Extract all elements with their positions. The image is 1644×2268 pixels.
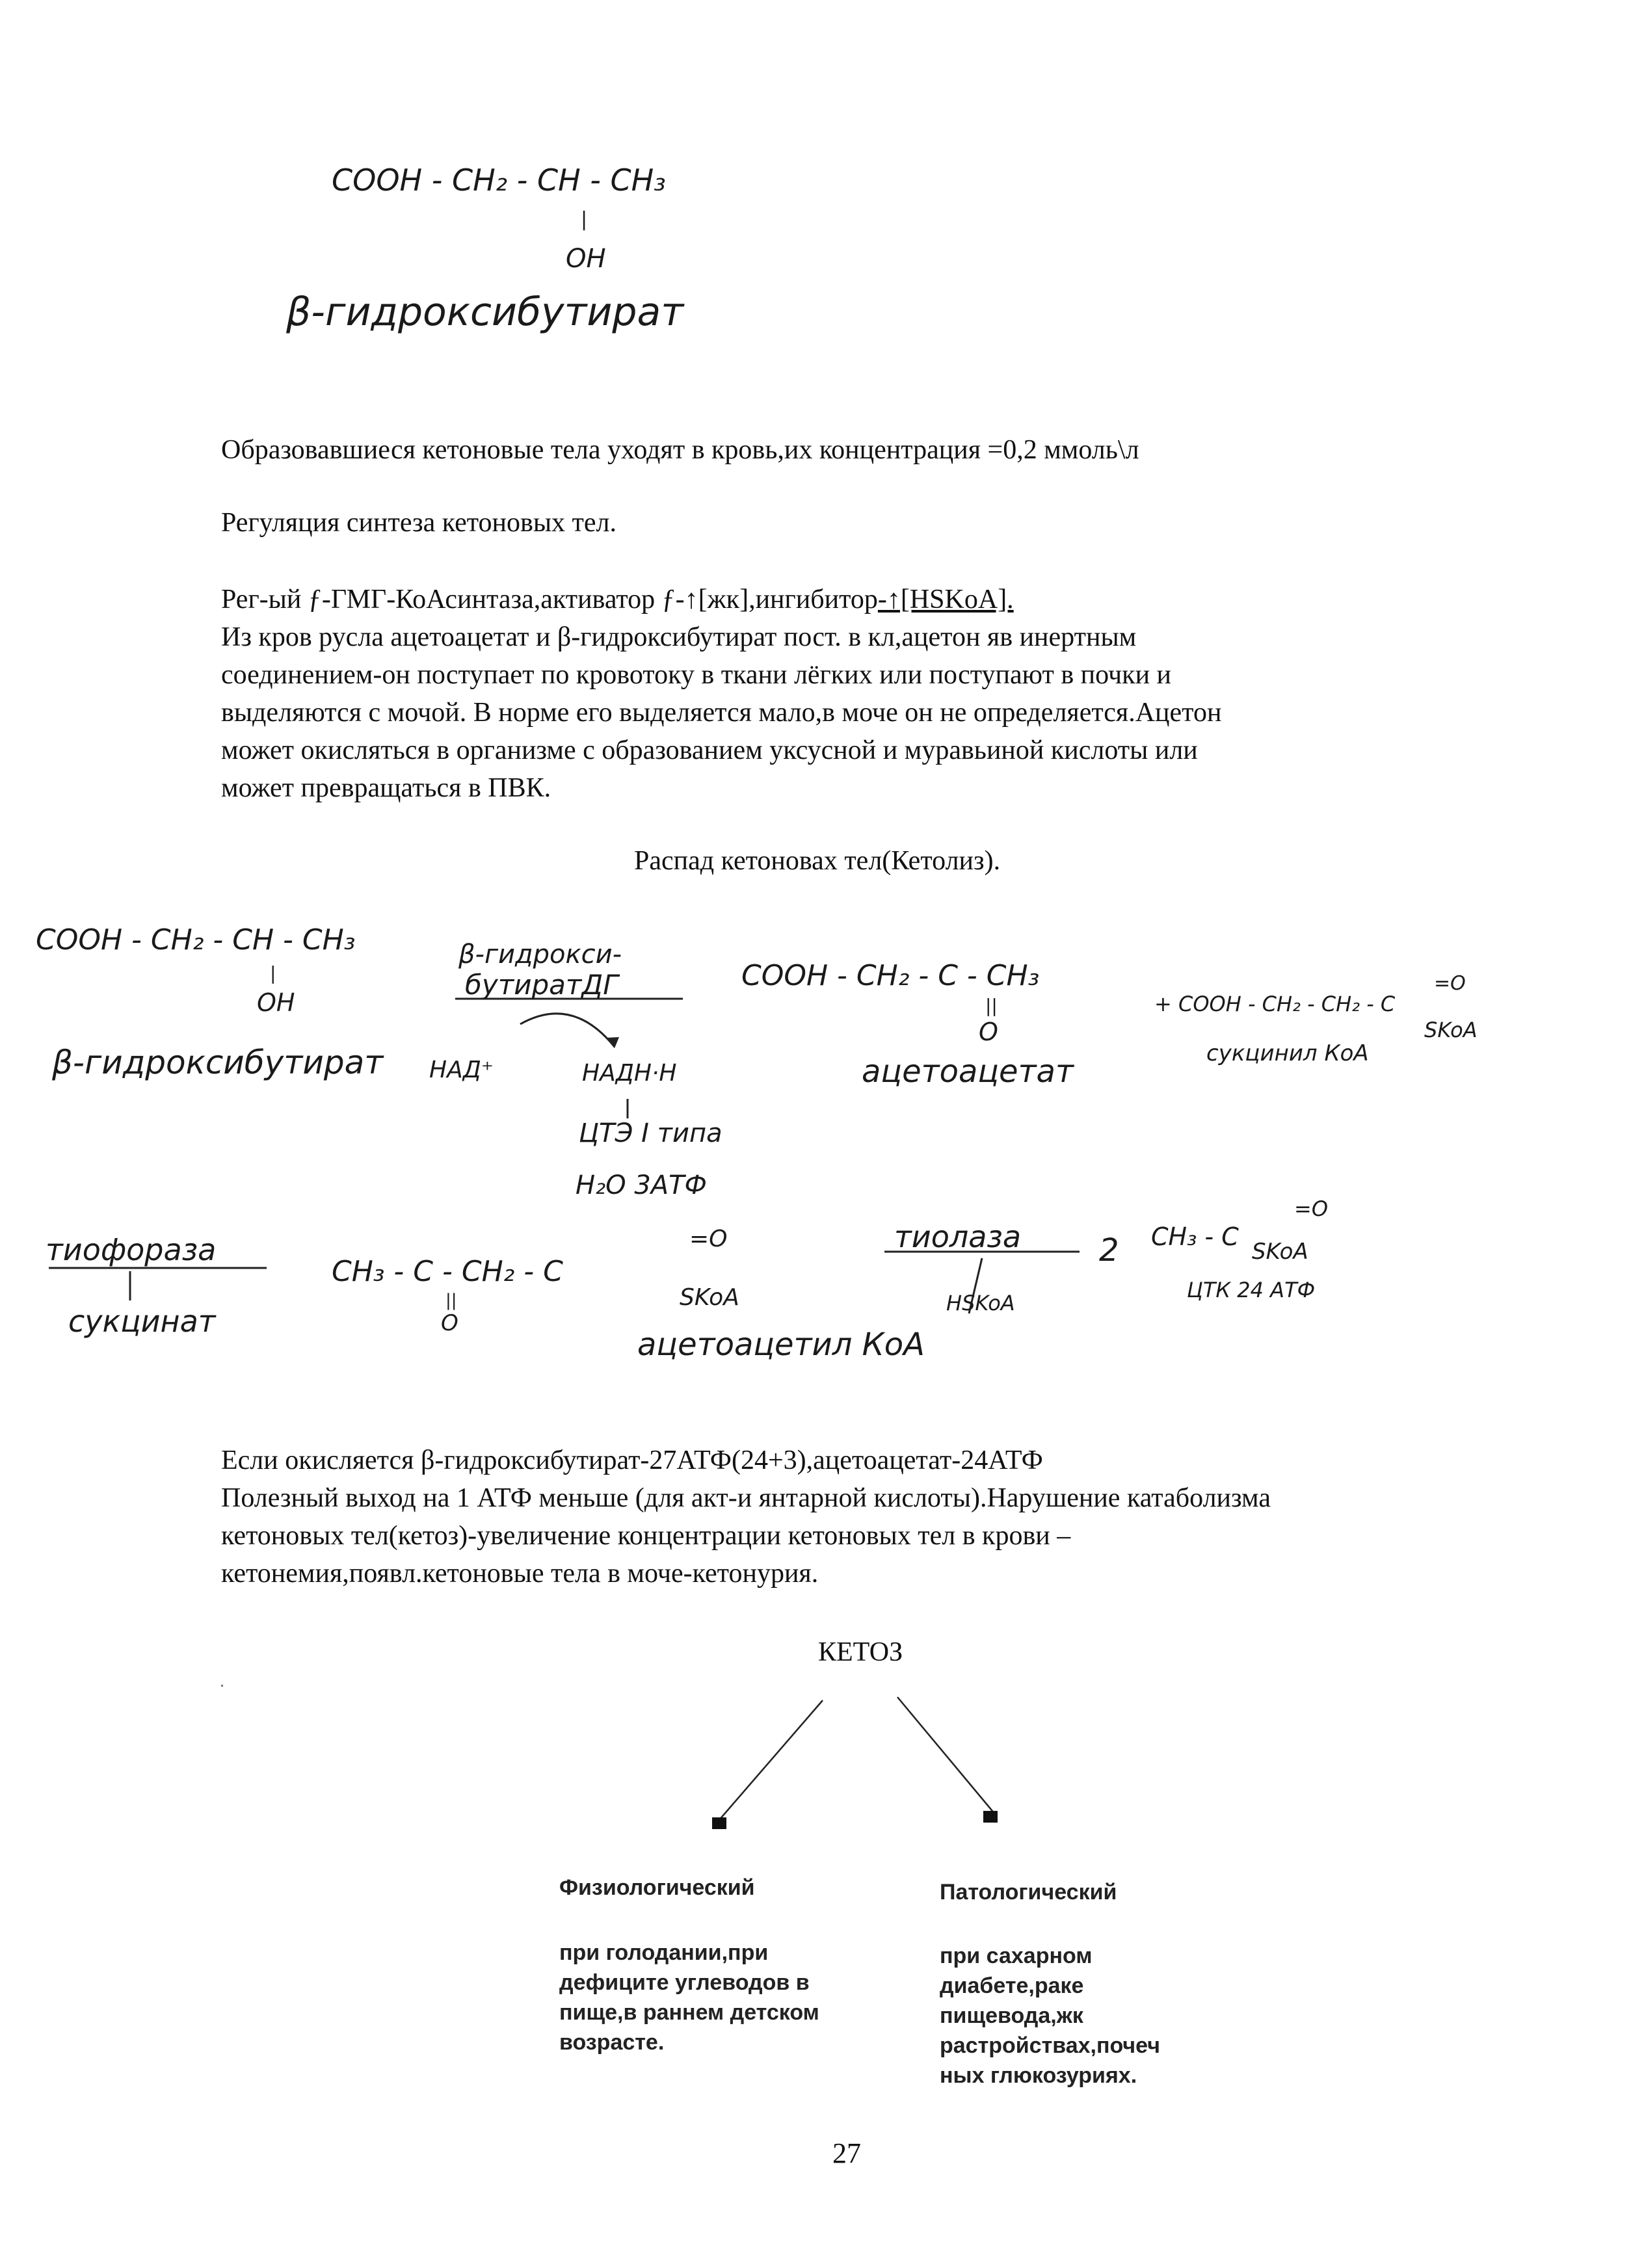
scheme-enzyme3: тиолаза xyxy=(894,1219,1022,1254)
paragraph-line: выделяются с мочой. В норме его выделяется мало,в моче он не определяется.Ацетон xyxy=(221,698,1222,728)
scheme-s3-double-bond: || xyxy=(445,1291,457,1310)
top-formula: COOH - CH₂ - CH - CH₃ xyxy=(332,163,666,198)
scan-speck xyxy=(221,1685,223,1687)
paragraph-line: соединением-он поступает по кровотоку в ткани лёгких или поступают в почки и xyxy=(221,660,1172,690)
scheme-s4-s: SKoA xyxy=(1252,1239,1308,1265)
scheme-s4-note: ЦТК 24 АТФ xyxy=(1187,1278,1316,1302)
text-line: диабете,раке xyxy=(940,1973,1084,1998)
scheme-s2-formula: COOH - CH₂ - C - CH₃ xyxy=(741,959,1040,992)
paragraph-line: Полезный выход на 1 АТФ меньше (для акт-и янтарной кислоты).Нарушение катаболизма xyxy=(221,1483,1271,1513)
regulation-text: Рег-ый ƒ-ГМГ-КоАсинтаза,активатор ƒ-↑[жк],ингибитор xyxy=(221,585,878,614)
scheme-succinyl-formula: + COOH - CH₂ - CH₂ - C xyxy=(1154,992,1396,1016)
regulation-line xyxy=(221,581,1014,618)
scheme-succinyl-s: SKoA xyxy=(1424,1018,1478,1042)
paragraph-line: Из кров русла ацетоацетат и β-гидроксибутират пост. в кл,ацетон яв инертным xyxy=(221,622,1137,652)
ketosis-left-marker xyxy=(712,1817,726,1829)
scheme-water-atp: H₂O 3АТФ xyxy=(576,1170,707,1200)
text-line: при голодании,при xyxy=(559,1940,769,1965)
scheme-s3-s: SKoA xyxy=(680,1284,739,1311)
scheme-s4-o: =O xyxy=(1294,1196,1328,1221)
paragraph-line: кетонемия,появл.кетоновые тела в моче-кетонурия. xyxy=(221,1559,819,1589)
scheme-resp-chain: ЦТЭ I типа xyxy=(579,1118,723,1148)
paragraph-line: Если окисляется β-гидроксибутират-27АТФ(24+3),ацетоацетат-24АТФ xyxy=(221,1445,1043,1475)
top-formula-oh: OH xyxy=(566,244,606,274)
scheme-nad: НАД⁺ xyxy=(429,1057,494,1083)
ketosis-physiological-text xyxy=(559,1938,819,2057)
scheme-s3-formula: CH₃ - C - CH₂ - C xyxy=(332,1255,563,1288)
ketosis-physiological-title: Физиологический xyxy=(559,1875,755,1900)
scheme-hskoa: HSKoA xyxy=(946,1291,1015,1315)
top-formula-name: β-гидроксибутират xyxy=(286,289,684,335)
scheme-s2-double-bond: || xyxy=(985,995,998,1016)
scheme-enzyme2: тиофораза xyxy=(46,1232,217,1267)
scheme-s3-o2: =O xyxy=(689,1226,728,1252)
heading-regulation: Регуляция синтеза кетоновых тел. xyxy=(221,508,616,538)
enzyme1-arrowhead xyxy=(606,1037,619,1048)
scheme-s2-o: O xyxy=(979,1018,998,1046)
scheme-coefficient: 2 xyxy=(1099,1232,1119,1269)
text-line: при сахарном xyxy=(940,1944,1093,1968)
paragraph-line: может превращаться в ПВК. xyxy=(221,773,551,803)
paragraph-line: может окисляться в организме с образованием уксусной и муравьиной кислоты или xyxy=(221,735,1198,765)
scheme-succinyl-o: =O xyxy=(1434,972,1466,995)
scheme-s1-oh: OH xyxy=(257,988,295,1017)
scheme-enzyme1: β-гидрокси- xyxy=(458,940,622,969)
text-line: дефиците углеводов в xyxy=(559,1970,810,1995)
scheme-enzyme1b: бутиратДГ xyxy=(465,969,618,1001)
scheme-s4-formula: CH₃ - C xyxy=(1151,1222,1239,1251)
top-formula-bond: | xyxy=(581,208,588,231)
regulation-inhibitor: -↑[HSKoA]. xyxy=(877,585,1014,614)
scheme-s1-bond: | xyxy=(270,962,276,984)
heading-ketolysis: Распад кетоновах тел(Кетолиз). xyxy=(634,846,1001,876)
paragraph-blood-concentration: Образовавшиеся кетоновые тела уходят в кровь,их концентрация =0,2 ммоль\л xyxy=(221,435,1139,465)
ketosis-right-line xyxy=(897,1697,995,1814)
text-line: пищевода,жк xyxy=(940,2003,1083,2028)
text-line: пище,в раннем детском xyxy=(559,2000,819,2025)
enzyme1-curved-arrow xyxy=(520,1014,615,1047)
scheme-succinyl-name: сукцинил КоА xyxy=(1206,1040,1369,1066)
text-line: возрасте. xyxy=(559,2030,665,2055)
scheme-s1-name: β-гидроксибутират xyxy=(52,1044,384,1081)
text-line: растройствах,почеч xyxy=(940,2033,1160,2058)
scheme-s1-formula: COOH - CH₂ - CH - CH₃ xyxy=(36,923,356,956)
ketosis-title: КЕТОЗ xyxy=(818,1637,903,1667)
scheme-succinate: сукцинат xyxy=(68,1304,216,1339)
ketosis-pathological-title: Патологический xyxy=(940,1880,1117,1905)
paragraph-line: кетоновых тел(кетоз)-увеличение концентрации кетоновых тел в крови – xyxy=(221,1521,1071,1551)
scheme-s2-name: ацетоацетат xyxy=(862,1053,1074,1090)
scheme-nadh: НАДН·Н xyxy=(582,1060,677,1087)
ketosis-left-line xyxy=(719,1700,823,1821)
ketosis-right-marker xyxy=(983,1811,998,1823)
scheme-s3-o: O xyxy=(441,1310,458,1336)
scheme-s3-name: ацетоацетил КоА xyxy=(637,1326,925,1363)
page-number: 27 xyxy=(832,2137,861,2169)
text-line: ных глюкозуриях. xyxy=(940,2063,1137,2088)
ketosis-pathological-text xyxy=(940,1941,1160,2090)
